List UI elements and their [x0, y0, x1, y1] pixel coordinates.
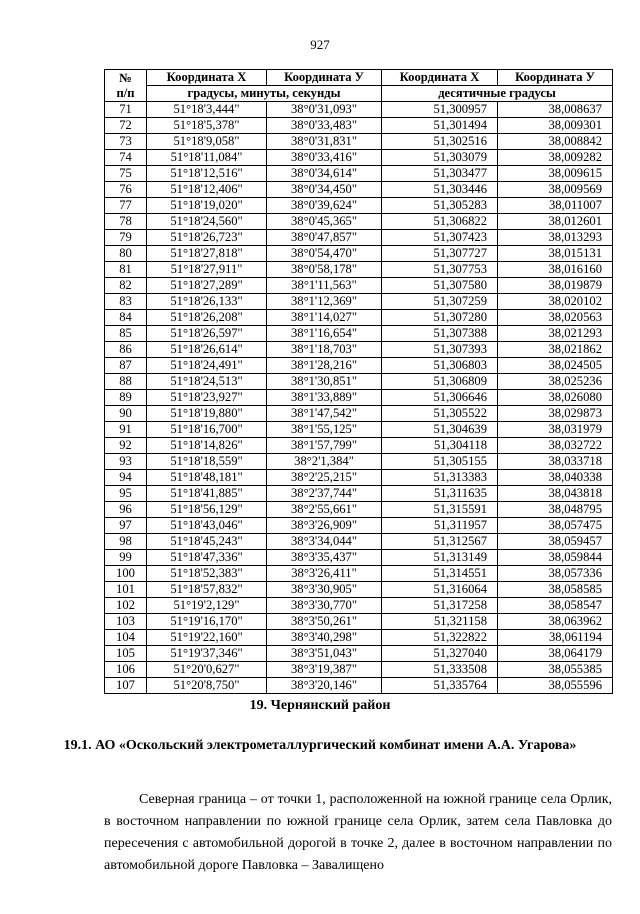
table-header-row [105, 70, 613, 86]
cell-dms-y: 38°1'12,369" [267, 294, 382, 310]
cell-dec-y: 38,033718 [498, 454, 613, 470]
cell-dms-y: 38°0'31,093" [267, 102, 382, 118]
cell-dec-x: 51,321158 [382, 614, 498, 630]
subheader-dms: градусы, минуты, секунды [147, 86, 382, 102]
table-row [105, 310, 613, 326]
cell-number: 88 [105, 374, 147, 390]
cell-dec-y: 38,013293 [498, 230, 613, 246]
cell-dec-x: 51,303079 [382, 150, 498, 166]
page-number: 927 [310, 37, 330, 52]
cell-dms-x: 51°18'18,559" [147, 454, 267, 470]
body-text [104, 789, 612, 877]
cell-dec-y: 38,061194 [498, 630, 613, 646]
table-row [105, 646, 613, 662]
table-row [105, 182, 613, 198]
cell-number: 104 [105, 630, 147, 646]
cell-dms-y: 38°1'18,703" [267, 342, 382, 358]
cell-dec-x: 51,333508 [382, 662, 498, 678]
table-row [105, 438, 613, 454]
table-row [105, 486, 613, 502]
cell-number: 107 [105, 678, 147, 694]
header-dec-x: Координата X [382, 70, 498, 86]
cell-dms-y: 38°3'19,387" [267, 662, 382, 678]
table-row [105, 662, 613, 678]
cell-number: 84 [105, 310, 147, 326]
cell-dec-x: 51,316064 [382, 582, 498, 598]
cell-dms-x: 51°18'47,336" [147, 550, 267, 566]
section-title: 19. Чернянский район [249, 698, 391, 713]
cell-dms-y: 38°0'54,470" [267, 246, 382, 262]
cell-dms-y: 38°3'35,437" [267, 550, 382, 566]
table-row [105, 118, 613, 134]
cell-dms-x: 51°18'19,020" [147, 198, 267, 214]
body-paragraph: Северная граница – от точки 1, расположенной на южной границе села Орлик, в восточном направлении по южной границе села Орлик, затем села Павловка до пересечения с автомобильной дорогой в точке 2, далее в восточном направлении по автомобильной дороге Павловка – Завалищено [104, 792, 612, 873]
cell-dms-x: 51°18'24,491" [147, 358, 267, 374]
table-row [105, 454, 613, 470]
table-row [105, 630, 613, 646]
cell-dms-y: 38°3'20,146" [267, 678, 382, 694]
cell-dec-y: 38,029873 [498, 406, 613, 422]
cell-dec-x: 51,306822 [382, 214, 498, 230]
cell-dms-y: 38°3'34,044" [267, 534, 382, 550]
cell-dms-x: 51°18'19,880" [147, 406, 267, 422]
cell-dms-x: 51°19'2,129" [147, 598, 267, 614]
cell-dms-x: 51°18'26,597" [147, 326, 267, 342]
cell-dec-x: 51,300957 [382, 102, 498, 118]
cell-dms-x: 51°18'23,927" [147, 390, 267, 406]
cell-dms-x: 51°18'27,818" [147, 246, 267, 262]
cell-number: 71 [105, 102, 147, 118]
cell-dms-x: 51°18'26,133" [147, 294, 267, 310]
cell-number: 105 [105, 646, 147, 662]
table-row [105, 534, 613, 550]
cell-dms-y: 38°0'33,483" [267, 118, 382, 134]
cell-dms-x: 51°20'0,627" [147, 662, 267, 678]
cell-dms-x: 51°18'26,208" [147, 310, 267, 326]
cell-dec-y: 38,021293 [498, 326, 613, 342]
cell-dms-y: 38°1'30,851" [267, 374, 382, 390]
cell-dec-y: 38,048795 [498, 502, 613, 518]
coordinates-table [104, 69, 613, 694]
cell-number: 73 [105, 134, 147, 150]
cell-dms-y: 38°0'58,178" [267, 262, 382, 278]
cell-number: 81 [105, 262, 147, 278]
cell-number: 74 [105, 150, 147, 166]
header-dms-y: Координата У [267, 70, 382, 86]
cell-dec-x: 51,315591 [382, 502, 498, 518]
cell-dms-x: 51°19'37,346" [147, 646, 267, 662]
cell-number: 82 [105, 278, 147, 294]
table-row [105, 374, 613, 390]
cell-dms-x: 51°18'27,911" [147, 262, 267, 278]
cell-dec-x: 51,313149 [382, 550, 498, 566]
cell-number: 87 [105, 358, 147, 374]
table-row [105, 678, 613, 694]
cell-dec-y: 38,058547 [498, 598, 613, 614]
cell-dms-x: 51°18'5,378" [147, 118, 267, 134]
table-row [105, 294, 613, 310]
cell-dms-y: 38°3'30,905" [267, 582, 382, 598]
cell-dec-y: 38,040338 [498, 470, 613, 486]
table-row [105, 598, 613, 614]
cell-dms-y: 38°0'33,416" [267, 150, 382, 166]
cell-dec-x: 51,313383 [382, 470, 498, 486]
cell-dec-x: 51,317258 [382, 598, 498, 614]
table-row [105, 166, 613, 182]
table-row [105, 358, 613, 374]
cell-dec-x: 51,327040 [382, 646, 498, 662]
cell-number: 96 [105, 502, 147, 518]
table-row [105, 614, 613, 630]
cell-dec-y: 38,020563 [498, 310, 613, 326]
cell-dec-y: 38,008842 [498, 134, 613, 150]
cell-dms-y: 38°3'51,043" [267, 646, 382, 662]
cell-dec-y: 38,058585 [498, 582, 613, 598]
cell-dms-x: 51°18'41,885" [147, 486, 267, 502]
cell-dec-x: 51,303446 [382, 182, 498, 198]
cell-dms-y: 38°3'26,411" [267, 566, 382, 582]
cell-number: 78 [105, 214, 147, 230]
table-row [105, 230, 613, 246]
cell-dms-x: 51°18'26,723" [147, 230, 267, 246]
cell-dms-x: 51°19'16,170" [147, 614, 267, 630]
cell-dms-x: 51°18'43,046" [147, 518, 267, 534]
cell-dec-y: 38,055596 [498, 678, 613, 694]
cell-dec-y: 38,021862 [498, 342, 613, 358]
header-number: № п/п [105, 70, 147, 102]
table-row [105, 246, 613, 262]
cell-dms-y: 38°2'37,744" [267, 486, 382, 502]
cell-dms-y: 38°1'28,216" [267, 358, 382, 374]
cell-dec-x: 51,307580 [382, 278, 498, 294]
cell-dec-x: 51,304118 [382, 438, 498, 454]
table-row [105, 342, 613, 358]
table-subheader-row [105, 86, 613, 102]
cell-dec-y: 38,026080 [498, 390, 613, 406]
cell-number: 90 [105, 406, 147, 422]
cell-number: 86 [105, 342, 147, 358]
cell-dms-y: 38°0'34,450" [267, 182, 382, 198]
cell-dec-x: 51,305283 [382, 198, 498, 214]
cell-number: 101 [105, 582, 147, 598]
cell-dms-y: 38°3'30,770" [267, 598, 382, 614]
cell-dms-y: 38°1'11,563" [267, 278, 382, 294]
cell-dec-y: 38,015131 [498, 246, 613, 262]
table-row [105, 422, 613, 438]
cell-dec-y: 38,009615 [498, 166, 613, 182]
cell-dms-y: 38°0'34,614" [267, 166, 382, 182]
cell-number: 102 [105, 598, 147, 614]
table-row [105, 134, 613, 150]
cell-dec-x: 51,301494 [382, 118, 498, 134]
cell-dec-y: 38,024505 [498, 358, 613, 374]
cell-dms-x: 51°18'57,832" [147, 582, 267, 598]
cell-dms-y: 38°1'57,799" [267, 438, 382, 454]
cell-number: 92 [105, 438, 147, 454]
table-row [105, 214, 613, 230]
cell-dec-y: 38,020102 [498, 294, 613, 310]
cell-number: 95 [105, 486, 147, 502]
cell-dms-x: 51°18'11,084" [147, 150, 267, 166]
cell-number: 103 [105, 614, 147, 630]
cell-number: 91 [105, 422, 147, 438]
cell-dec-y: 38,009569 [498, 182, 613, 198]
cell-dms-y: 38°0'39,624" [267, 198, 382, 214]
cell-dms-x: 51°18'26,614" [147, 342, 267, 358]
table-row [105, 326, 613, 342]
cell-dms-x: 51°18'9,058" [147, 134, 267, 150]
cell-dec-x: 51,335764 [382, 678, 498, 694]
cell-number: 80 [105, 246, 147, 262]
cell-dec-y: 38,009301 [498, 118, 613, 134]
cell-number: 89 [105, 390, 147, 406]
table-row [105, 262, 613, 278]
header-dms-x: Координата X [147, 70, 267, 86]
cell-dec-x: 51,307259 [382, 294, 498, 310]
subheader-decimal: десятичные градусы [382, 86, 613, 102]
cell-dms-x: 51°18'27,289" [147, 278, 267, 294]
table-row [105, 150, 613, 166]
cell-number: 76 [105, 182, 147, 198]
cell-dms-y: 38°1'33,889" [267, 390, 382, 406]
cell-dec-y: 38,009282 [498, 150, 613, 166]
table-row [105, 566, 613, 582]
cell-number: 93 [105, 454, 147, 470]
cell-number: 99 [105, 550, 147, 566]
cell-dec-y: 38,008637 [498, 102, 613, 118]
cell-dec-x: 51,302516 [382, 134, 498, 150]
cell-dec-y: 38,032722 [498, 438, 613, 454]
cell-dec-x: 51,306646 [382, 390, 498, 406]
cell-dms-x: 51°18'12,406" [147, 182, 267, 198]
cell-dec-x: 51,304639 [382, 422, 498, 438]
subsection-title: 19.1. АО «Оскольский электрометаллургический комбинат имени А.А. Угарова» [63, 738, 577, 753]
table-row [105, 390, 613, 406]
cell-dms-x: 51°18'52,383" [147, 566, 267, 582]
cell-dec-x: 51,322822 [382, 630, 498, 646]
cell-dec-x: 51,306803 [382, 358, 498, 374]
table-row [105, 518, 613, 534]
cell-dms-y: 38°3'40,298" [267, 630, 382, 646]
cell-dec-x: 51,305522 [382, 406, 498, 422]
cell-dec-x: 51,312567 [382, 534, 498, 550]
cell-dec-y: 38,012601 [498, 214, 613, 230]
cell-dec-y: 38,025236 [498, 374, 613, 390]
table-row [105, 502, 613, 518]
cell-dms-y: 38°1'47,542" [267, 406, 382, 422]
cell-dec-x: 51,305155 [382, 454, 498, 470]
cell-dec-x: 51,307393 [382, 342, 498, 358]
cell-dec-y: 38,019879 [498, 278, 613, 294]
cell-dms-y: 38°2'1,384" [267, 454, 382, 470]
cell-number: 72 [105, 118, 147, 134]
cell-dec-x: 51,303477 [382, 166, 498, 182]
cell-dms-y: 38°3'26,909" [267, 518, 382, 534]
cell-dms-y: 38°0'45,365" [267, 214, 382, 230]
cell-dms-x: 51°18'3,444" [147, 102, 267, 118]
table-row [105, 278, 613, 294]
table-row [105, 470, 613, 486]
cell-dec-y: 38,011007 [498, 198, 613, 214]
cell-dms-x: 51°18'56,129" [147, 502, 267, 518]
cell-dec-x: 51,311957 [382, 518, 498, 534]
cell-dec-y: 38,064179 [498, 646, 613, 662]
cell-dec-x: 51,306809 [382, 374, 498, 390]
cell-dec-y: 38,057475 [498, 518, 613, 534]
cell-number: 98 [105, 534, 147, 550]
cell-dec-y: 38,016160 [498, 262, 613, 278]
cell-dec-x: 51,307388 [382, 326, 498, 342]
table-body [105, 102, 613, 694]
cell-dms-x: 51°18'16,700" [147, 422, 267, 438]
cell-dec-y: 38,031979 [498, 422, 613, 438]
cell-dec-x: 51,314551 [382, 566, 498, 582]
cell-number: 83 [105, 294, 147, 310]
table-row [105, 198, 613, 214]
cell-dms-y: 38°2'55,661" [267, 502, 382, 518]
cell-dec-y: 38,059844 [498, 550, 613, 566]
cell-dms-x: 51°18'45,243" [147, 534, 267, 550]
cell-dec-y: 38,055385 [498, 662, 613, 678]
cell-number: 77 [105, 198, 147, 214]
cell-dec-x: 51,311635 [382, 486, 498, 502]
cell-number: 94 [105, 470, 147, 486]
cell-number: 100 [105, 566, 147, 582]
cell-dms-y: 38°3'50,261" [267, 614, 382, 630]
cell-dms-x: 51°18'24,513" [147, 374, 267, 390]
table-row [105, 582, 613, 598]
cell-dec-x: 51,307727 [382, 246, 498, 262]
table-row [105, 406, 613, 422]
cell-dec-x: 51,307280 [382, 310, 498, 326]
cell-dms-y: 38°0'47,857" [267, 230, 382, 246]
cell-dec-y: 38,059457 [498, 534, 613, 550]
cell-dec-y: 38,063962 [498, 614, 613, 630]
cell-number: 85 [105, 326, 147, 342]
cell-dms-y: 38°1'55,125" [267, 422, 382, 438]
cell-dms-x: 51°20'8,750" [147, 678, 267, 694]
cell-dms-x: 51°18'24,560" [147, 214, 267, 230]
header-dec-y: Координата У [498, 70, 613, 86]
cell-dms-x: 51°18'48,181" [147, 470, 267, 486]
cell-dms-x: 51°18'12,516" [147, 166, 267, 182]
table-row [105, 550, 613, 566]
cell-dec-y: 38,043818 [498, 486, 613, 502]
cell-dec-x: 51,307753 [382, 262, 498, 278]
cell-dms-y: 38°2'25,215" [267, 470, 382, 486]
cell-dms-y: 38°1'14,027" [267, 310, 382, 326]
cell-dec-x: 51,307423 [382, 230, 498, 246]
cell-number: 75 [105, 166, 147, 182]
cell-dms-y: 38°0'31,831" [267, 134, 382, 150]
table-row [105, 102, 613, 118]
cell-dms-x: 51°19'22,160" [147, 630, 267, 646]
cell-dms-y: 38°1'16,654" [267, 326, 382, 342]
cell-number: 79 [105, 230, 147, 246]
cell-number: 97 [105, 518, 147, 534]
cell-dec-y: 38,057336 [498, 566, 613, 582]
cell-number: 106 [105, 662, 147, 678]
cell-dms-x: 51°18'14,826" [147, 438, 267, 454]
